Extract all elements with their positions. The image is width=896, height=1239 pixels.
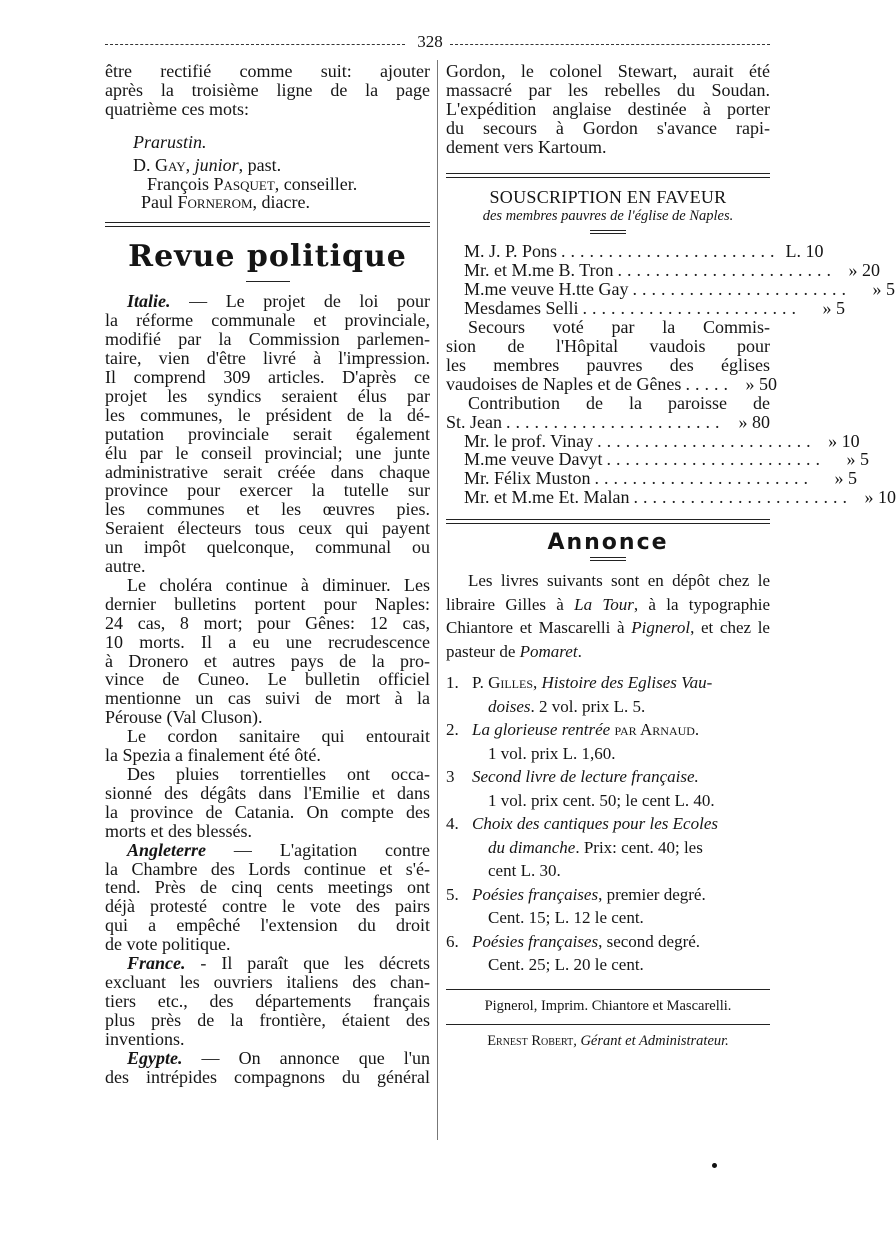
dash: — xyxy=(206,839,280,860)
italie-line: un impôt quelconque, communal ou xyxy=(105,537,430,558)
book-item xyxy=(446,812,770,883)
angleterre-line: qui a empêché l'extension du droit xyxy=(105,915,430,936)
subtitle-rule xyxy=(590,230,626,234)
annonce-title: Annonce xyxy=(547,530,669,556)
donor-name: Mr. et M.me B. Tron xyxy=(464,260,614,281)
italie-line: putation provinciale serait également xyxy=(105,423,430,444)
donor-name: M. J. P. Pons xyxy=(464,241,558,262)
sig-role: , conseiller. xyxy=(274,173,358,194)
book-cont xyxy=(472,695,770,719)
donor-amount: » 5 xyxy=(846,449,869,470)
ink-dot xyxy=(712,1163,717,1168)
donor-amount: » 5 xyxy=(872,279,895,300)
book-title: Poésies françaises xyxy=(472,884,599,904)
angleterre-label: Angleterre xyxy=(127,839,206,860)
egypte-label: Egypte. xyxy=(127,1047,183,1068)
book-price: 1 vol. prix cent. 50; le cent L. 40. xyxy=(488,790,715,810)
france-line: plus près de la frontière, étaient des xyxy=(105,1009,430,1030)
place-pomaret: Pomaret xyxy=(519,641,578,661)
donor-row xyxy=(464,430,860,451)
book-text xyxy=(472,765,770,812)
leader-dots: ....................... xyxy=(606,449,825,470)
egypte-cont-line: L'expédition anglaise destinée à porter xyxy=(446,98,770,119)
book-item xyxy=(446,765,770,812)
egypte-line: On annonce que l'un xyxy=(238,1047,431,1068)
book-cont xyxy=(472,836,770,860)
section-rule xyxy=(446,519,770,524)
book-text xyxy=(472,812,770,883)
donor-name: M.me veuve H.tte Gay xyxy=(464,279,629,300)
book-price: . 2 vol. prix L. 5. xyxy=(530,696,646,716)
book-price: cent L. 30. xyxy=(488,861,561,881)
book-list xyxy=(446,671,770,977)
place-pignerol: Pignerol xyxy=(631,618,691,638)
book-item xyxy=(446,930,770,977)
souscription-subtitle: des membres pauvres de l'église de Naples. xyxy=(482,208,734,225)
donor-name: Mr. et M.me Et. Malan xyxy=(464,487,630,508)
donor-amount: » 20 xyxy=(848,260,881,281)
italie-line: la réforme communale et provinciale, xyxy=(105,310,430,331)
book-price: Cent. 15; L. 12 le cent. xyxy=(488,908,644,928)
donor-row xyxy=(464,241,824,262)
donor-row xyxy=(464,468,858,489)
donor-row xyxy=(464,298,845,319)
angleterre-para xyxy=(105,841,430,860)
italie-line: Le projet de loi pour xyxy=(225,291,430,312)
donor-amount: L. 10 xyxy=(785,241,824,262)
italie-line: Seraient électeurs tous ceux qui payent xyxy=(105,518,430,539)
book-text xyxy=(472,883,770,930)
book-text xyxy=(472,930,770,977)
leader-dots: ....................... xyxy=(561,241,780,262)
italie-line: élu par le conseil provincial; une junte xyxy=(105,442,430,463)
imprint-line: Pignerol, Imprim. Chiantore et Mascarelli. xyxy=(484,997,732,1014)
annonce-text: Les livres suivants sont en dépôt chez le libraire Gilles à xyxy=(446,571,770,614)
secours-line: les membres pauvres des églises xyxy=(446,354,770,375)
leader-dots: ..... xyxy=(685,373,733,394)
sig-name: Pasquet xyxy=(213,173,275,194)
book-number: 2. xyxy=(446,720,459,740)
pluies-line: sionné des dégâts dans l'Emilie et dans xyxy=(105,782,430,803)
france-line: excluant les ouvriers italiens des chan- xyxy=(105,971,430,992)
donor-row xyxy=(464,260,881,281)
page-header xyxy=(105,32,770,54)
book-text xyxy=(472,671,770,718)
pluies-line: la province de Catania. On compte des xyxy=(105,801,430,822)
column-divider xyxy=(437,60,438,1140)
book-item xyxy=(446,883,770,930)
souscription-title: SOUSCRIPTION EN FAVEUR xyxy=(489,186,727,207)
france-line: tiers etc., des départements français xyxy=(105,990,430,1011)
secours-last: vaudoises de Naples et de Gênes xyxy=(446,373,682,394)
book-cont xyxy=(472,953,770,977)
signature-fornerom xyxy=(141,193,430,212)
donor-name: Mr. le prof. Vinay xyxy=(464,430,594,451)
signature-pasquet xyxy=(147,175,430,194)
gerant-title: , Gérant et Administrateur. xyxy=(573,1032,729,1049)
donor-row xyxy=(464,279,895,300)
donor-name: M.me veuve Davyt xyxy=(464,449,603,470)
book-title: La glorieuse rentrée xyxy=(472,720,611,740)
annonce-rule xyxy=(590,557,626,561)
book-price: . Prix: cent. 40; les xyxy=(575,837,703,857)
cholera-line: Le choléra continue à diminuer. Les xyxy=(127,574,430,595)
cholera-line: 10 morts. Il a eu une recrudescence xyxy=(105,631,430,652)
right-column xyxy=(446,61,896,1051)
leader-dots: ....................... xyxy=(597,430,816,451)
book-cont xyxy=(472,859,770,883)
donors-list-b xyxy=(446,430,896,508)
cholera-line: 24 cas, 8 mort; pour Gênes: 12 cas, xyxy=(105,612,430,633)
sig-first: François xyxy=(147,173,214,194)
dash: - xyxy=(185,953,222,974)
header-ornament-left xyxy=(105,44,405,46)
donor-name: Mesdames Selli xyxy=(464,298,579,319)
page-number: 328 xyxy=(417,32,443,51)
italie-line: administrative serait créée dans chaque xyxy=(105,461,430,482)
italie-line: les communes, le président de la dé- xyxy=(105,404,430,425)
book-number: 1. xyxy=(446,673,459,693)
intro-line: après la troisième ligne de la page xyxy=(105,79,430,100)
leader-dots: ....................... xyxy=(582,298,801,319)
leader-dots: ....................... xyxy=(506,411,725,432)
book-number: 6. xyxy=(446,931,459,951)
italie-para xyxy=(105,292,430,311)
egypte-cont-line: Gordon, le colonel Stewart, aurait été xyxy=(446,61,770,81)
contribution-amount: » 80 xyxy=(738,411,770,432)
book-number: 4. xyxy=(446,814,459,834)
section-rule xyxy=(446,173,770,178)
cordon-line: Le cordon sanitaire qui entourait xyxy=(127,726,430,747)
france-line: Il paraît que les décrets xyxy=(221,953,430,974)
egypte-line: des intrépides compagnons du général xyxy=(105,1066,430,1087)
book-number: 3 xyxy=(446,767,455,787)
egypte-cont-line: du secours à Gordon s'avance rapi- xyxy=(446,117,770,138)
france-line: inventions. xyxy=(105,1028,185,1049)
donor-amount: » 10 xyxy=(828,430,860,451)
france-label: France. xyxy=(127,953,186,974)
book-degree: , second degré. xyxy=(598,931,701,951)
secours-row xyxy=(446,373,777,394)
book-title-cont: du dimanche xyxy=(488,837,576,857)
book-title: Poésies françaises xyxy=(472,931,599,951)
book-cont xyxy=(472,789,770,813)
secours-line: sion de l'Hôpital vaudois pour xyxy=(446,335,770,356)
italie-line: Il comprend 309 articles. D'après ce xyxy=(105,366,430,387)
angleterre-line: de vote politique. xyxy=(105,934,231,955)
place-la-tour: La Tour xyxy=(574,594,634,614)
cholera-line: Pérouse (Val Cluson). xyxy=(105,707,263,728)
book-price: 1 vol. prix L. 1,60. xyxy=(488,743,616,763)
header-ornament-right xyxy=(450,44,770,46)
book-text xyxy=(472,718,770,765)
annonce-text: , à la typographie Chiantore et Mascarelli à xyxy=(446,594,771,638)
leader-dots: ....................... xyxy=(632,279,851,300)
book-title: Histoire des Eglises Vau- xyxy=(541,673,713,693)
revue-politique-title: Revue politique xyxy=(128,239,407,275)
france-para xyxy=(105,954,430,973)
contribution-name: St. Jean xyxy=(446,411,502,432)
place-prarustin: Prarustin. xyxy=(133,131,207,152)
angleterre-line: la Chambre des Lords continue et s'é- xyxy=(105,858,430,879)
section-rule xyxy=(105,222,430,227)
secours-line: Secours voté par la Commis- xyxy=(468,317,770,338)
book-author: P. Gilles, xyxy=(472,673,542,693)
donor-amount: » 10 xyxy=(864,487,896,508)
italie-line: modifié par la Commission parlemen- xyxy=(105,329,430,350)
leader-dots: ....................... xyxy=(617,260,837,281)
donor-row xyxy=(464,487,896,508)
egypte-para xyxy=(105,1049,430,1068)
angleterre-line: L'agitation contre xyxy=(279,839,431,860)
cholera-line: dernier bulletins portent pour Naples: xyxy=(105,593,430,614)
book-title: Second livre de lecture française. xyxy=(472,767,699,787)
book-cont xyxy=(472,742,770,766)
italie-label: Italie. xyxy=(127,291,171,312)
sig-sep: , xyxy=(185,154,195,175)
angleterre-line: déjà protesté contre le vote des pairs xyxy=(105,896,430,917)
donor-amount: » 5 xyxy=(822,298,845,319)
book-author: par Arnaud. xyxy=(610,720,700,740)
sig-initial: D. xyxy=(133,154,155,175)
sig-name: Fornerom xyxy=(177,192,253,213)
cholera-line: mentionne un cas suivi de mort à la xyxy=(105,688,430,709)
sig-name: Gay xyxy=(155,154,186,175)
book-degree: , premier degré. xyxy=(598,884,706,904)
sig-junior: junior xyxy=(194,154,239,175)
donor-row xyxy=(464,449,869,470)
sig-role: , diacre. xyxy=(252,192,311,213)
annonce-intro xyxy=(446,569,770,663)
left-column xyxy=(105,62,430,1086)
book-cont xyxy=(472,906,770,930)
pluies-line: Des pluies torrentielles ont occa- xyxy=(127,764,430,784)
cordon-line: la Spezia a finalement été ôté. xyxy=(105,745,321,766)
gerant-name: Ernest Robert xyxy=(487,1032,574,1049)
book-item xyxy=(446,671,770,718)
cholera-line: à Dronero et autres pays de la pro- xyxy=(105,650,430,671)
italie-line: les communes et les œuvres pies. xyxy=(105,499,430,520)
annonce-text: , et chez le pasteur de xyxy=(446,618,770,661)
book-item xyxy=(446,718,770,765)
footer-rule xyxy=(446,1024,770,1025)
dash: — xyxy=(182,1047,239,1068)
intro-line: quatrième ces mots: xyxy=(105,98,249,119)
dash: — xyxy=(170,291,226,312)
egypte-cont-line: massacré par les rebelles du Soudan. xyxy=(446,79,770,100)
sig-first: Paul xyxy=(141,192,178,213)
egypte-cont-line: dement vers Kartoum. xyxy=(446,136,607,157)
donor-name: Mr. Félix Muston xyxy=(464,468,591,489)
secours-amount: » 50 xyxy=(745,373,777,394)
footer-rule xyxy=(446,989,770,990)
italie-line: autre. xyxy=(105,556,146,577)
gerant-line xyxy=(446,1031,770,1051)
italie-line: taire, vien d'être livré à l'impression. xyxy=(105,348,430,369)
cholera-line: vince de Cuneo. Le bulletin officiel xyxy=(105,669,430,690)
book-title-cont: doises xyxy=(488,696,531,716)
contribution-row xyxy=(446,413,770,432)
intro-line: être rectifié comme suit: ajouter xyxy=(105,61,430,81)
book-number: 5. xyxy=(446,884,459,904)
title-rule xyxy=(246,281,290,282)
angleterre-line: tend. Près de cinq cents meetings ont xyxy=(105,877,430,898)
book-price: Cent. 25; L. 20 le cent. xyxy=(488,955,644,975)
donor-amount: » 5 xyxy=(834,468,858,489)
donors-list-a xyxy=(446,241,895,319)
italie-line: province pour exercer la tutelle sur xyxy=(105,480,430,501)
contribution-line: Contribution de la paroisse de xyxy=(468,392,770,413)
pluies-line: morts et des blessés. xyxy=(105,820,252,841)
leader-dots: ....................... xyxy=(633,487,852,508)
sig-role: , past. xyxy=(238,154,282,175)
annonce-text: . xyxy=(577,641,582,661)
leader-dots: ....................... xyxy=(594,468,814,489)
signature-gay xyxy=(133,156,430,175)
book-title: Choix des cantiques pour les Ecoles xyxy=(472,814,718,834)
italie-line: projet les syndics seraient élus par xyxy=(105,385,430,406)
